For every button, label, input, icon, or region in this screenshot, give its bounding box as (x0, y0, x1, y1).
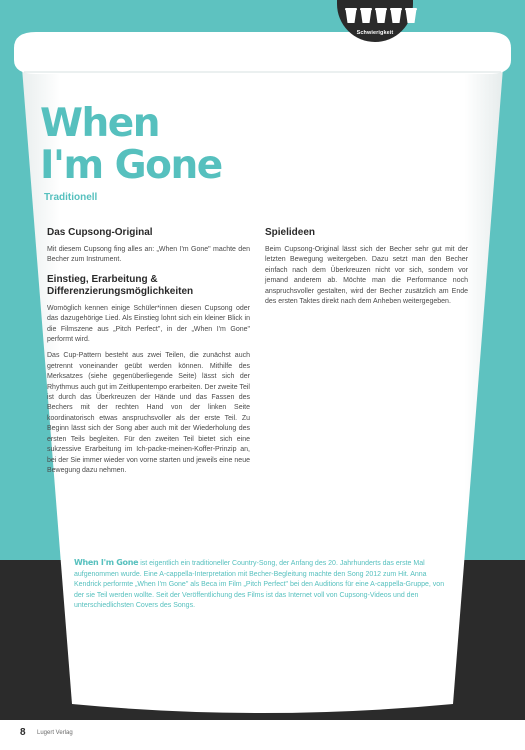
page-number: 8 (20, 727, 26, 738)
callout-text: ist eigentlich ein traditioneller Country-Song, der Anfang des 20. Jahrhunderts das erste Mal aufgenommen wurde. Eine A-cappella-Interpretation mit Becher-Begleitung machte den Song 2012 zum Hit. Anna Kendrick performte „When I'm Gone" als Beca im Film „Pitch Perfect" bei den Auditions für eine A-cappella-Gruppe, von der sie Teil werden wollte. Seit der Veröffentlichung des Films ist das Internet voll von Cupsong-Videos und den unterschiedlichsten Covers des Songs. (74, 560, 445, 610)
difficulty-cup-icon (390, 8, 402, 24)
cup-rim (14, 32, 511, 74)
heading-cupsong-original: Das Cupsong-Original (47, 227, 153, 238)
song-origin: Traditionell (44, 192, 98, 203)
paragraph-intro: Mit diesem Cupsong fing alles an: „When I'm Gone" machte den Becher zum Instrument. (47, 246, 250, 264)
difficulty-cup-icon (345, 8, 357, 24)
callout-lead: When I'm Gone (74, 558, 139, 567)
difficulty-cup-icon (405, 8, 417, 24)
paragraph-cup-pattern: Das Cup-Pattern besteht aus zwei Teilen, die zunächst auch getrennt voneinander geübt werden können. Mithilfe des Merksatzes (siehe gegenüberliegende Seite) lässt sich der Rhythmus auch gut im Zeitlupentempo erarbeiten. Der zweite Teil ist durch das Überkreuzen der Hände und das Fassen des Bechers mit der rechten Hand von der linken Seite koordinatorisch etwas anspruchsvoller als der erste Teil. Zu Beginn lässt sich der Song aber auch mit der Wiederholung des ersten Teils begleiten. Für den zweiten Teil bietet sich eine sukzessive Erarbeitung im Ich-packe-meinen-Koffer-Prinzip an, bei der Sie immer wieder von vorne starten und jeweils eine neue Bewegung dazu nehmen. (47, 352, 250, 474)
song-title-line1: When (40, 101, 159, 146)
right-column (265, 227, 468, 313)
difficulty-badge (337, 0, 413, 42)
paragraph-spielideen: Beim Cupsong-Original lässt sich der Becher sehr gut mit der letzten Bewegung weitergeben. Dazu setzt man den Becher einfach nach dem Überkreuzen nicht vor sich, sondern vor jemand anderem ab. Möchte man die Performance noch anspruchsvoller gestalten, wird der Becher zusätzlich am Ende des ersten Taktes direkt nach dem Anheben weitergegeben. (265, 246, 468, 306)
difficulty-cups (345, 8, 417, 24)
difficulty-cup-icon (360, 8, 372, 24)
paragraph-einstieg: Womöglich kennen einige Schüler*innen diesen Cupsong oder das dazugehörige Lied. Als Einstieg lohnt sich ein kleiner Blick in die Filmszene aus „Pitch Perfect", in der „When I'm Gone" performt wird. (47, 304, 250, 344)
publisher-name: Lugert Verlag (37, 730, 73, 736)
difficulty-cup-icon (375, 8, 387, 24)
heading-spielideen: Spielideen (265, 227, 316, 238)
song-title-line2: I'm Gone (40, 143, 222, 188)
song-info-callout (74, 558, 446, 612)
heading-einstieg: Einstieg, Erarbeitung & Differenzierungsmöglichkeiten (47, 273, 194, 297)
difficulty-label: Schwierigkeit (356, 30, 394, 36)
left-column (47, 227, 250, 482)
